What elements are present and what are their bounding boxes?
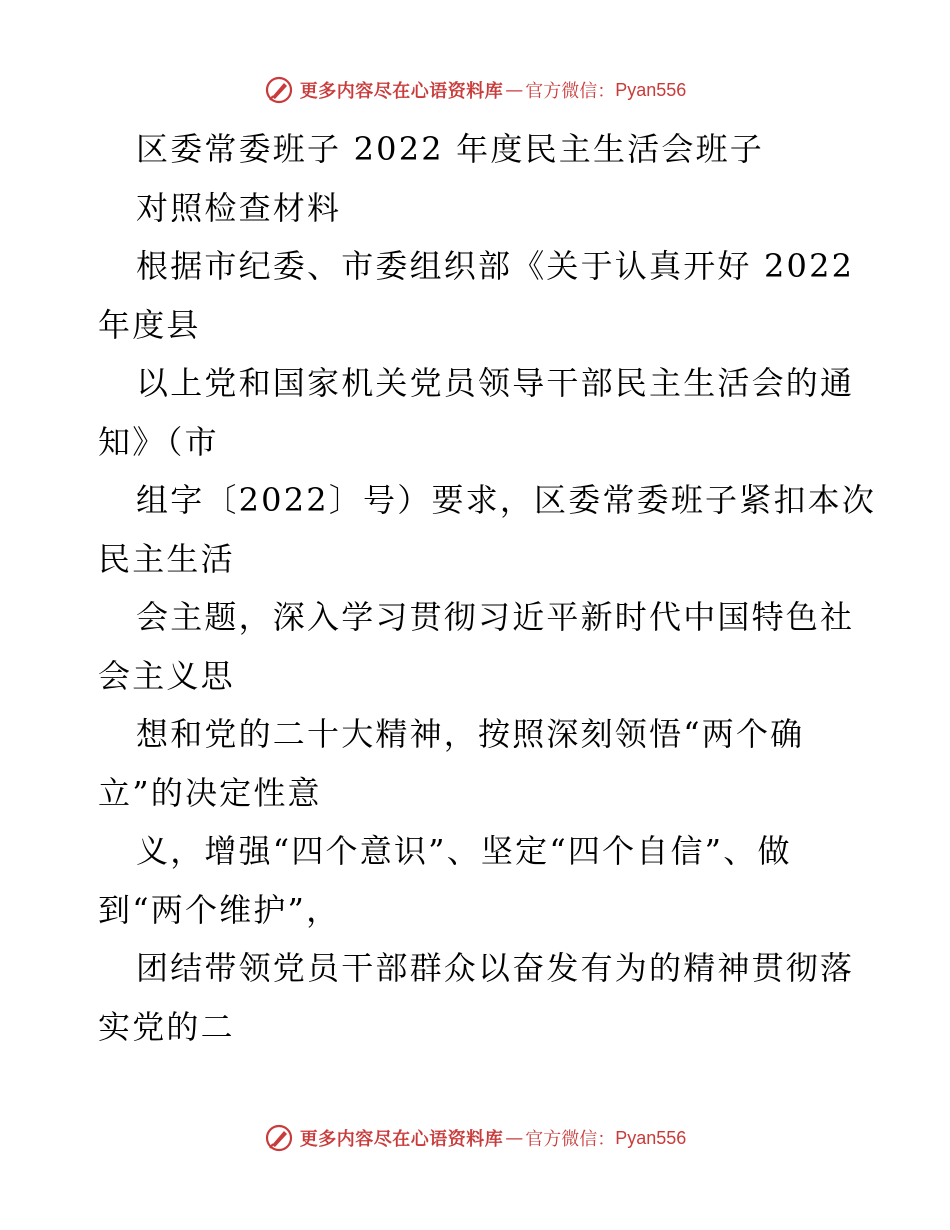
document-title-line-1: 区委常委班子 2022 年度民主生活会班子 bbox=[136, 130, 764, 168]
body-line: 以上党和国家机关党员领导干部民主生活会的通 bbox=[136, 364, 855, 402]
document-title-line-2: 对照检查材料 bbox=[136, 188, 342, 227]
watermark-separator: — bbox=[505, 79, 524, 101]
body-line: 团结带领党员干部群众以奋发有为的精神贯彻落 bbox=[136, 949, 855, 987]
watermark-text: 更多内容尽在心语资料库 bbox=[299, 81, 504, 102]
watermark-separator: — bbox=[505, 1127, 524, 1149]
watermark-text: 更多内容尽在心语资料库 bbox=[299, 1129, 504, 1150]
body-line: 知》（市 bbox=[98, 422, 219, 461]
body-line: 到“两个维护”， bbox=[98, 890, 341, 929]
body-line: 会主题，深入学习贯彻习近平新时代中国特色社 bbox=[136, 598, 855, 636]
body-line: 会主义思 bbox=[98, 656, 235, 695]
header-watermark bbox=[0, 70, 950, 110]
body-line: 义，增强“四个意识”、坚定“四个自信”、做 bbox=[136, 832, 792, 870]
body-line: 根据市纪委、市委组织部《关于认真开好 2022 bbox=[136, 247, 855, 285]
body-line: 民主生活 bbox=[98, 539, 235, 578]
footer-watermark bbox=[0, 1118, 950, 1158]
body-line: 想和党的二十大精神，按照深刻领悟“两个确 bbox=[136, 715, 805, 753]
watermark-wechat-id: Pyan556 bbox=[615, 79, 687, 100]
quill-logo-icon bbox=[264, 75, 294, 105]
body-line: 立”的决定性意 bbox=[98, 773, 322, 812]
watermark-wechat-label: 官方微信： bbox=[525, 1129, 616, 1150]
document-body bbox=[98, 120, 877, 1056]
watermark-wechat-label: 官方微信： bbox=[525, 81, 616, 102]
watermark-wechat-id: Pyan556 bbox=[615, 1127, 687, 1148]
body-line: 年度县 bbox=[98, 305, 201, 344]
body-line: 组字〔2022〕号）要求，区委常委班子紧扣本次 bbox=[136, 481, 877, 519]
quill-logo-icon bbox=[264, 1123, 294, 1153]
body-line: 实党的二 bbox=[98, 1007, 235, 1046]
